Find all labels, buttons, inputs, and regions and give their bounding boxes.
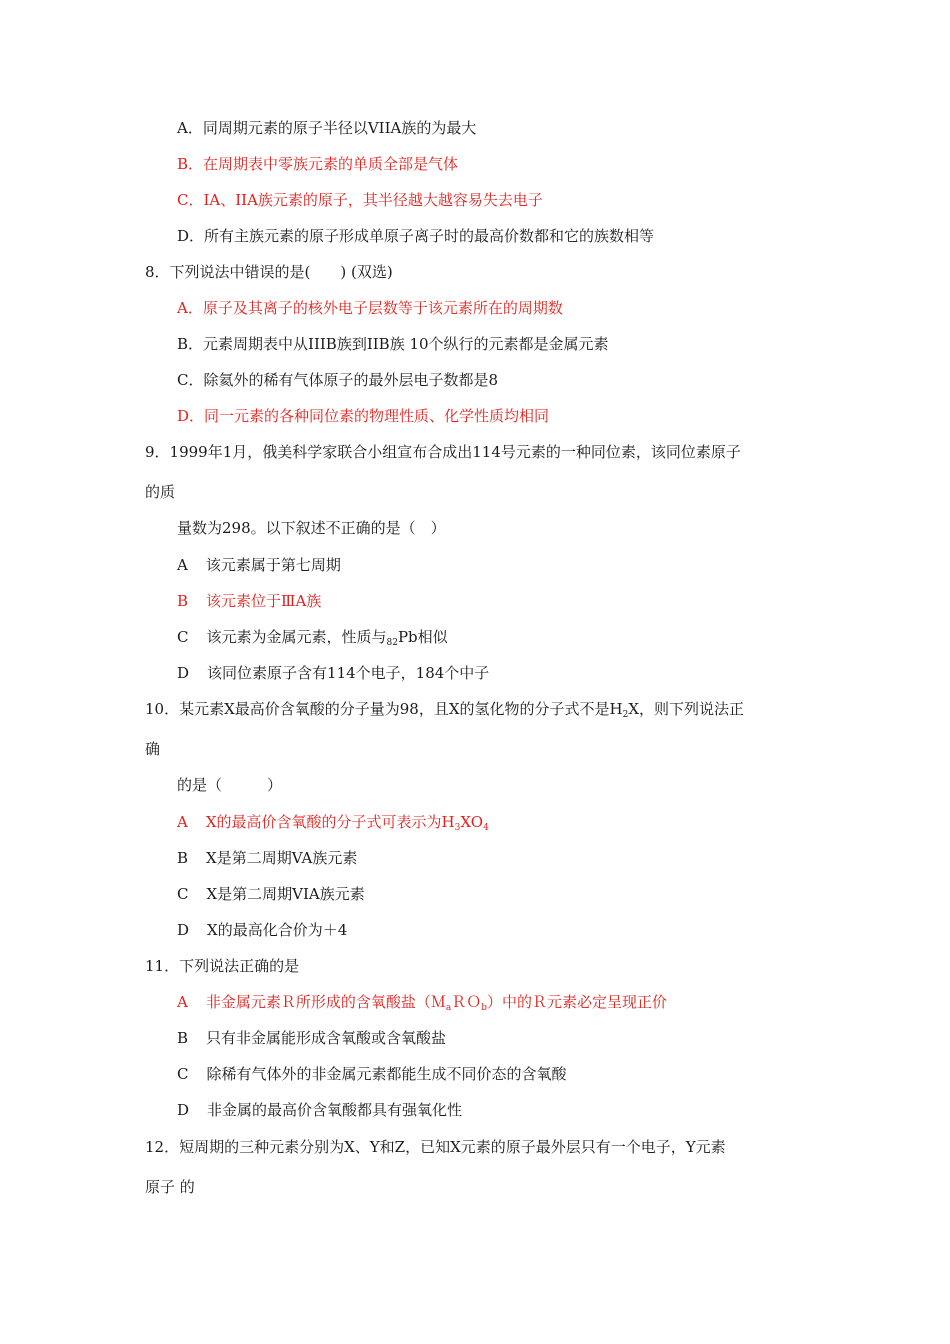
q9-option-b [177, 591, 321, 611]
q9-stem-line3: 量数为298。以下叙述不正确的是（ ） [177, 519, 446, 537]
q10-stem-line1 [145, 699, 744, 719]
q12-stem-line1: 12．短周期的三种元素分别为X、Y和Z，已知X元素的原子最外层只有一个电子，Y元素 [145, 1138, 726, 1156]
q9-stem-line2: 的质 [145, 483, 176, 501]
option-text-end: Pb相似 [397, 628, 448, 646]
q8-option-d: D．同一元素的各种同位素的物理性质、化学性质均相同 [177, 407, 550, 425]
option-letter: D [177, 1101, 190, 1119]
atomic-number-subscript: 82 [386, 638, 398, 648]
q10-option-a [177, 812, 489, 832]
q7-option-d: D．所有主族元素的原子形成单原子离子时的最高价数都和它的族数相等 [177, 227, 655, 245]
option-text: 非金属元素Ｒ所形成的含氧酸盐（Ｍ [205, 993, 446, 1011]
option-letter: B [177, 592, 189, 610]
q10-option-d [177, 920, 347, 940]
q7-option-b: B．在周期表中零族元素的单质全部是气体 [177, 155, 459, 173]
option-text: 只有非金属能形成含氧酸或含氧酸盐 [206, 1029, 447, 1047]
option-letter: A [177, 813, 188, 831]
option-text: X是第二周期VIA族元素 [206, 885, 365, 903]
q11-option-a [177, 992, 667, 1012]
option-text: X的最高价含氧酸的分子式可表示为H [205, 813, 455, 831]
q10-stem-line3: 的是（ ） [177, 776, 283, 794]
q8-option-b: B．元素周期表中从IIIB族到IIB族 10个纵行的元素都是金属元素 [177, 335, 609, 353]
option-letter: A [177, 556, 188, 574]
formula-subscript: 4 [483, 823, 489, 833]
q8-option-a: A．原子及其离子的核外电子层数等于该元素所在的周期数 [177, 299, 563, 317]
option-letter: C [177, 1065, 189, 1083]
q9-option-d [177, 663, 489, 683]
option-text: 该元素位于ⅢA族 [206, 592, 322, 610]
option-text: 该元素属于第七周期 [205, 556, 341, 574]
q8-stem: 8．下列说法中错误的是( ) (双选) [145, 263, 393, 281]
q11-option-d [177, 1100, 462, 1120]
option-letter: D [177, 664, 190, 682]
option-letter: C [177, 628, 189, 646]
q10-stem-post: X，则下列说法正 [628, 700, 745, 718]
q9-stem-line1: 9．1999年1月，俄美科学家联合小组宣布合成出114号元素的一种同位素，该同位素原子 [145, 443, 741, 461]
option-text: X的最高化合价为＋4 [207, 921, 348, 939]
q9-option-a [177, 555, 341, 575]
option-text: 该元素为金属元素，性质与 [206, 628, 387, 646]
formula-mid: XO [460, 813, 484, 831]
formula-mid: ＲＯ [451, 993, 482, 1011]
option-text: X是第二周期VA族元素 [206, 849, 358, 867]
option-text: 非金属的最高价含氧酸都具有强氧化性 [207, 1101, 463, 1119]
q8-option-c: C．除氦外的稀有气体原子的最外层电子数都是8 [177, 371, 499, 389]
q10-option-c [177, 884, 365, 904]
option-letter: A [177, 993, 188, 1011]
option-text: 该同位素原子含有114个电子，184个中子 [207, 664, 490, 682]
q10-stem-pre: 10．某元素X最高价含氧酸的分子量为98，且X的氢化物的分子式不是H [145, 700, 623, 718]
option-text-end: ）中的Ｒ元素必定呈现正价 [487, 993, 668, 1011]
formula-subscript: 3 [454, 823, 461, 833]
q10-stem-line2: 确 [145, 740, 161, 758]
option-letter: C [177, 885, 189, 903]
formula-subscript: b [481, 1003, 488, 1013]
q7-option-c: C．IA、IIA族元素的原子，其半径越大越容易失去电子 [177, 191, 543, 209]
q11-option-c [177, 1064, 567, 1084]
option-letter: B [177, 1029, 189, 1047]
option-text: 除稀有气体外的非金属元素都能生成不同价态的含氧酸 [206, 1065, 567, 1083]
q12-stem-line2: 原子 的 [145, 1178, 195, 1196]
formula-subscript: a [445, 1003, 452, 1013]
option-letter: B [177, 849, 189, 867]
q11-stem: 11．下列说法正确的是 [145, 957, 300, 975]
q11-option-b [177, 1028, 446, 1048]
q10-option-b [177, 848, 357, 868]
q7-option-a: A．同周期元素的原子半径以VIIA族的为最大 [177, 119, 477, 137]
formula-subscript: 2 [622, 710, 629, 720]
option-letter: D [177, 921, 190, 939]
q9-option-c [177, 627, 448, 647]
